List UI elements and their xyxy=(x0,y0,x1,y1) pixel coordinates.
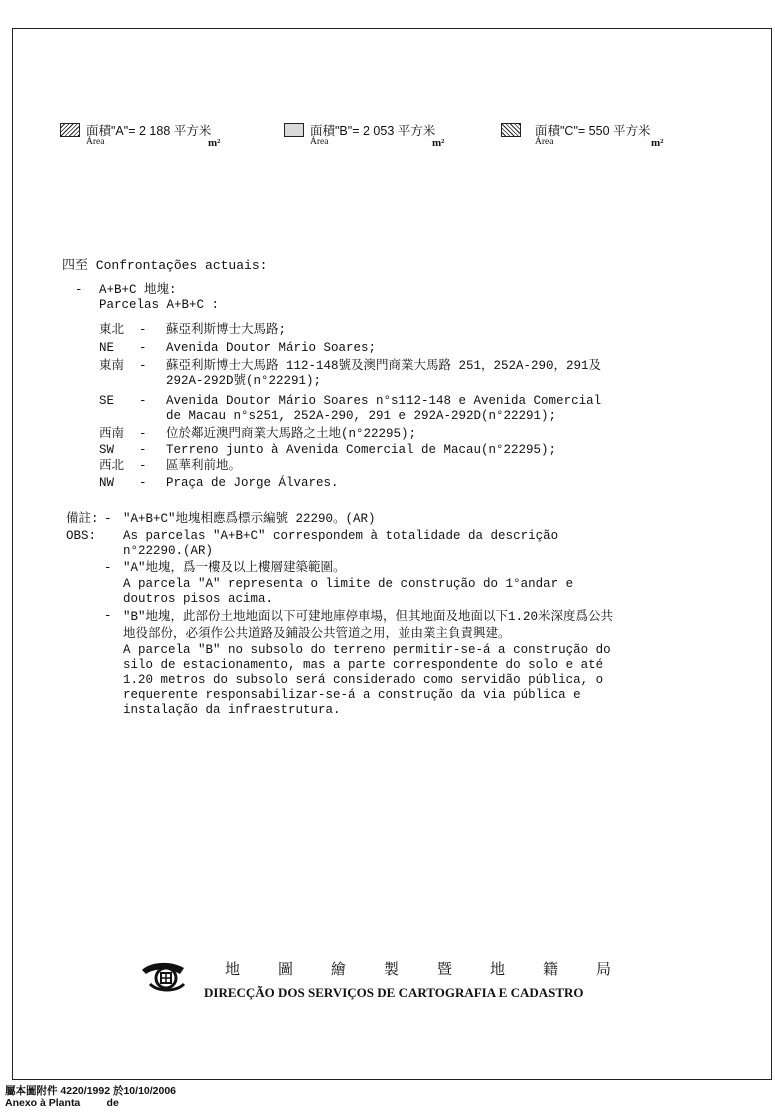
direction-text: Terreno junto à Avenida Comercial de Macau(n°22295); xyxy=(166,443,557,457)
legend-unit: m² xyxy=(432,137,445,149)
direction-label: 西南 xyxy=(99,427,125,441)
note1-cn: "A+B+C"地塊相應爲標示編號 22290。(AR) xyxy=(123,512,376,526)
note1-pt: As parcelas "A+B+C" correspondem à totalidade da descrição n°22290.(AR) xyxy=(123,529,559,558)
footer-org-cn: 地圖繪製暨地籍局 xyxy=(225,960,650,978)
row-dash: - xyxy=(139,427,147,441)
notes-label-cn: 備註: xyxy=(66,512,99,526)
note-dash: - xyxy=(104,512,112,526)
legend-area-pt: Área xyxy=(310,137,329,147)
direction-label: NE xyxy=(99,341,115,355)
legend-unit: m² xyxy=(208,137,221,149)
note-dash: - xyxy=(104,609,112,623)
legend-area-label: 面積"B"= 2 053 平方米 xyxy=(310,124,436,138)
note2-pt: A parcela "A" representa o limite de construção do 1°andar e doutros pisos acima. xyxy=(123,577,574,606)
parcel-dash: - xyxy=(75,283,83,297)
legend-area-label: 面積"C"= 550 平方米 xyxy=(535,124,651,138)
legend-area-b xyxy=(284,121,484,155)
legend-area-pt: Área xyxy=(535,137,554,147)
row-dash: - xyxy=(139,323,147,337)
notes-label-pt: OBS: xyxy=(66,529,97,543)
legend-area-label: 面積"A"= 2 188 平方米 xyxy=(86,124,212,138)
row-dash: - xyxy=(139,459,147,473)
direction-text: 蘇亞利斯博士大馬路; xyxy=(166,323,287,337)
direction-label: NW xyxy=(99,476,115,490)
note2-cn: "A"地塊，爲一樓及以上樓層建築範圍。 xyxy=(123,561,346,575)
legend-unit: m² xyxy=(651,137,664,149)
direction-text: 蘇亞利斯博士大馬路 112-148號及澳門商業大馬路 251，252A-290，291及 292A-292D號(n°22291); xyxy=(166,359,602,388)
dotted-pattern-icon xyxy=(284,123,304,137)
footer-org-pt: DIRECÇÃO DOS SERVIÇOS DE CARTOGRAFIA E CADASTRO xyxy=(204,985,584,1000)
direction-label: SW xyxy=(99,443,115,457)
legend-area-pt: Área xyxy=(86,137,105,147)
direction-label: 東北 xyxy=(99,323,125,337)
row-dash: - xyxy=(139,394,147,408)
note-dash: - xyxy=(104,561,112,575)
direction-label: SE xyxy=(99,394,115,408)
note3-pt: A parcela "B" no subsolo do terreno permitir-se-á a construção do silo de estacionamento, mas a parte correspondente do solo e até 1.20 metros do subsolo será considerado como servidão pública, o requerente responsabilizar-se-á a construção da via pública e instalação da infraestrutura. xyxy=(123,643,611,717)
hatch-pattern-icon xyxy=(501,123,521,137)
row-dash: - xyxy=(139,359,147,373)
legend-area-c xyxy=(501,121,711,155)
direction-label: 東南 xyxy=(99,359,125,373)
row-dash: - xyxy=(139,443,147,457)
row-dash: - xyxy=(139,341,147,355)
direction-text: 位於鄰近澳門商業大馬路之土地(n°22295); xyxy=(166,427,417,441)
legend-area-a xyxy=(60,121,260,155)
direction-text: Avenida Doutor Mário Soares; xyxy=(166,341,377,355)
parcel-label-pt: Parcelas A+B+C : xyxy=(99,298,220,312)
hatch-pattern-icon xyxy=(60,123,80,137)
direction-text: 區華利前地。 xyxy=(166,459,242,473)
row-dash: - xyxy=(139,476,147,490)
direction-label: 西北 xyxy=(99,459,125,473)
annex-note: 屬本圖附件 4220/1992 於10/10/2006 Anexo à Planta de xyxy=(5,1085,177,1109)
parcel-label-cn: A+B+C 地塊: xyxy=(99,283,177,297)
direction-text: Praça de Jorge Álvares. xyxy=(166,476,339,490)
confrontations-heading: 四至 Confrontações actuais: xyxy=(62,258,268,273)
note3-cn: "B"地塊，此部份土地地面以下可建地庫停車場，但其地面及地面以下1.20米深度爲公共 地役部份，必須作公共道路及鋪設公共管道之用，並由業主負責興建。 xyxy=(123,610,614,641)
cartography-logo-icon xyxy=(140,958,188,992)
direction-text: Avenida Doutor Mário Soares n°s112-148 e Avenida Comercial de Macau n°s251, 252A-290, 291 e 292A-292D(n°22291); xyxy=(166,394,602,423)
